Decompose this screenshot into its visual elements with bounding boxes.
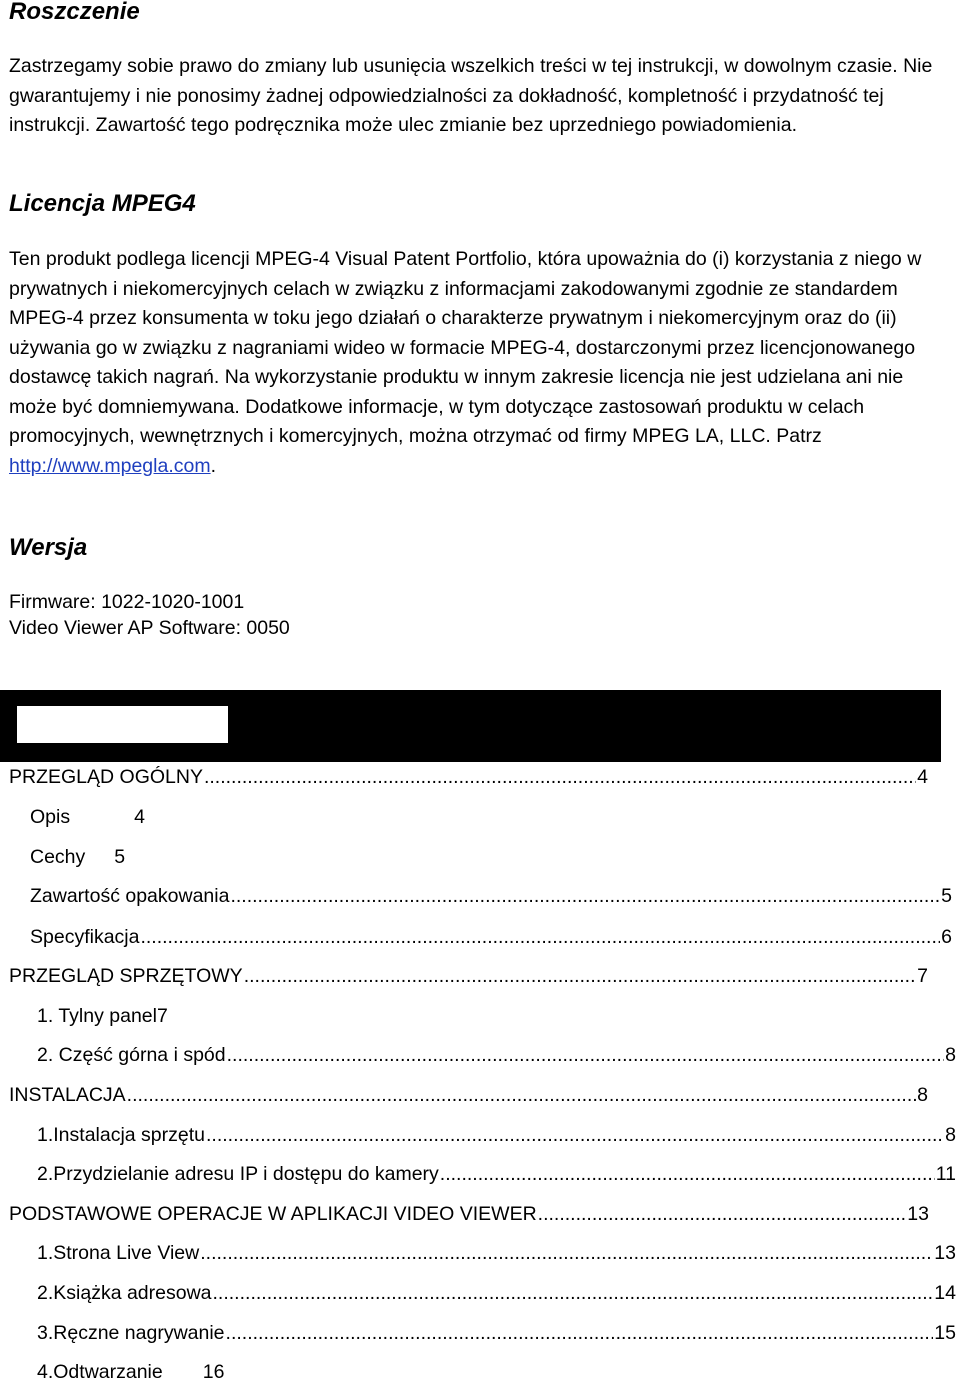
version-heading: Wersja — [9, 534, 88, 561]
toc-entry-basic[interactable] — [9, 1203, 929, 1226]
toc-page: 7 — [917, 965, 928, 987]
toc-leader — [244, 965, 916, 988]
toc-page: 5 — [941, 885, 952, 907]
toc-leader — [230, 885, 940, 908]
toc-page: 4 — [917, 766, 928, 788]
toc-page: 13 — [907, 1203, 929, 1225]
toc-label: Cechy — [30, 846, 86, 868]
mpegla-link[interactable]: http://www.mpegla.com — [9, 454, 211, 477]
toc-leader — [213, 1282, 934, 1305]
toc-label: INSTALACJA — [9, 1084, 126, 1106]
toc-leader — [206, 1124, 944, 1147]
toc-page: 5 — [114, 846, 126, 868]
toc-label: 3.Ręczne nagrywanie — [37, 1322, 225, 1344]
toc-entry-book[interactable] — [37, 1282, 956, 1305]
toc-leader — [204, 766, 916, 789]
toc-label: PRZEGLĄD SPRZĘTOWY — [9, 965, 243, 987]
toc-leader — [200, 1242, 933, 1265]
toc-leader — [226, 1322, 934, 1345]
toc-entry-playback[interactable] — [37, 1361, 224, 1384]
toc-label: 4.Odtwarzanie — [37, 1361, 163, 1383]
toc-label: PODSTAWOWE OPERACJE W APLIKACJI VIDEO VIEWER — [9, 1203, 537, 1225]
toc-label: 2. Część górna i spód — [37, 1044, 226, 1066]
toc-entry-rear[interactable] — [37, 1005, 168, 1028]
toc-entry-topbottom[interactable] — [37, 1044, 956, 1067]
toc-page: 8 — [945, 1044, 956, 1066]
toc-entry-hwinstall[interactable] — [37, 1124, 956, 1147]
toc-page: 8 — [945, 1124, 956, 1146]
toc-entry-install[interactable] — [9, 1084, 928, 1107]
toc-page: 6 — [941, 926, 952, 948]
toc-label: Specyfikacja — [30, 926, 140, 948]
toc-label: Zawartość opakowania — [30, 885, 230, 907]
license-text — [9, 245, 954, 481]
toc-label: 2.Książka adresowa — [37, 1282, 212, 1304]
toc-label: 1. Tylny panel7 — [37, 1005, 168, 1027]
toc-leader — [227, 1044, 945, 1067]
license-heading: Licencja MPEG4 — [9, 190, 196, 217]
redaction-box — [17, 706, 228, 743]
license-body: Ten produkt podlega licencji MPEG-4 Visual Patent Portfolio, która upoważnia do (i) korzystania z niego w prywatnych i niekomercyjnych celach w związku z informacjami zakodowanymi zgodnie ze standardem MPEG-4 przez konsumenta w toku jego działań o charakterze prywatnym i niekomercyjnym oraz do (ii) używania go w związku z nagraniami wideo w formacie MPEG-4, dostarczonymi przez licencjonowanego dostawcę takich nagrań. Na wykorzystanie produktu w innym zakresie licencja nie jest udzielana ani nie może być domniemywana. Dodatkowe informacje, w tym dotyczące zastosowań produktu w celach promocyjnych, wewnętrznych i komercyjnych, można otrzymać od firmy MPEG LA, LLC. Patrz — [9, 248, 922, 447]
toc-leader — [538, 1203, 907, 1226]
software-version: Video Viewer AP Software: 0050 — [9, 617, 290, 639]
toc-entry-live[interactable] — [37, 1242, 956, 1265]
disclaimer-text: Zastrzegamy sobie prawo do zmiany lub usunięcia wszelkich treści w tej instrukcji, w dowolnym czasie. Nie gwarantujemy i nie ponosimy żadnej odpowiedzialności za dokładność, kompletność i przydatność tej instrukcji. Zawartość tego podręcznika może ulec zmianie bez uprzedniego powiadomienia. — [9, 55, 933, 136]
toc-page: 15 — [934, 1322, 956, 1344]
toc-entry-desc[interactable] — [30, 806, 145, 829]
toc-leader — [140, 926, 940, 949]
toc-entry-features[interactable] — [30, 846, 125, 869]
toc-entry-manual[interactable] — [37, 1322, 956, 1345]
toc-label: PRZEGLĄD OGÓLNY — [9, 766, 203, 788]
toc-entry-hardware[interactable] — [9, 965, 928, 988]
toc-leader — [440, 1163, 935, 1186]
toc-page: 14 — [934, 1282, 956, 1304]
toc-entry-specs[interactable] — [30, 926, 952, 949]
toc-label: 1.Instalacja sprzętu — [37, 1124, 206, 1146]
toc-entry-ip[interactable] — [37, 1163, 956, 1186]
toc-page: 8 — [917, 1084, 928, 1106]
toc-label: 2.Przydzielanie adresu IP i dostępu do kamery — [37, 1163, 439, 1185]
firmware-version: Firmware: 1022-1020-1001 — [9, 591, 245, 613]
toc-leader — [127, 1084, 916, 1107]
toc-label: Opis — [30, 806, 71, 828]
license-suffix: . — [210, 454, 217, 477]
toc-page: 13 — [934, 1242, 956, 1264]
toc-entry-contents[interactable] — [30, 885, 952, 908]
toc-page: 4 — [134, 806, 145, 828]
toc-page: 16 — [202, 1361, 225, 1383]
disclaimer-heading: Roszczenie — [9, 0, 140, 25]
toc-label: 1.Strona Live View — [37, 1242, 200, 1264]
toc-page: 11 — [935, 1163, 956, 1185]
toc-entry-overview[interactable] — [9, 766, 928, 789]
